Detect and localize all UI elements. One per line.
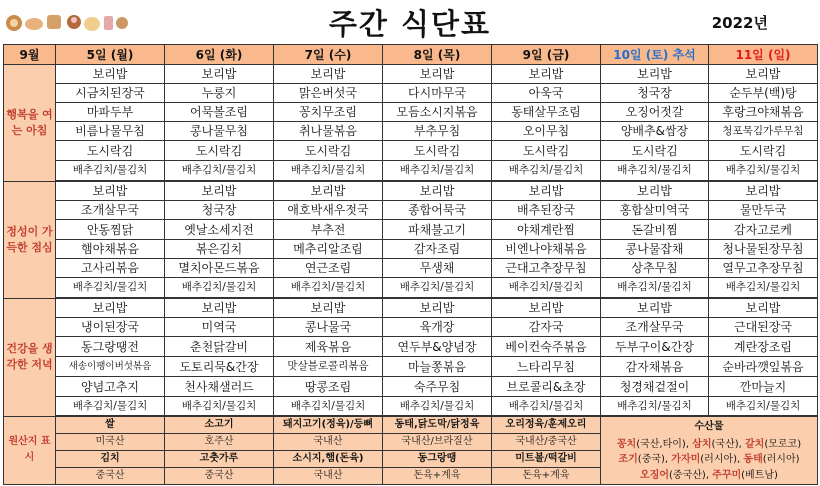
menu-row (4, 103, 818, 122)
menu-item: 보리밥 (56, 298, 165, 318)
menu-item: 청나물된장무침 (709, 240, 818, 259)
menu-item: 배추김치/물김치 (274, 161, 383, 182)
menu-item: 연두부&양념장 (383, 337, 492, 357)
menu-item: 맑은버섯국 (274, 84, 383, 103)
menu-item: 누룽지 (165, 84, 274, 103)
menu-item: 보리밥 (709, 181, 818, 201)
seafood-line (601, 437, 817, 453)
menu-item: 부추전 (274, 220, 383, 240)
seafood-part: (러시아), (700, 454, 744, 465)
menu-item: 옛날소세지전 (165, 220, 274, 240)
origin-country: 돈육+계육 (383, 468, 492, 485)
menu-item: 도시락김 (601, 141, 709, 161)
menu-item: 메추리알조림 (274, 240, 383, 259)
menu-item: 숙주무침 (383, 377, 492, 397)
menu-item: 콩나물국 (274, 318, 383, 337)
menu-row (4, 65, 818, 84)
menu-item: 배추김치/물김치 (274, 397, 383, 417)
seafood-title: 수산물 (694, 421, 724, 432)
menu-item: 감자조림 (383, 240, 492, 259)
weekly-menu-table (3, 44, 818, 485)
menu-item: 멸치아몬드볶음 (165, 259, 274, 278)
origin-country: 중국산 (165, 468, 274, 485)
menu-item: 제육볶음 (274, 337, 383, 357)
menu-item: 보리밥 (601, 181, 709, 201)
menu-item: 배추김치/물김치 (165, 161, 274, 182)
menu-item: 보리밥 (492, 65, 601, 84)
menu-item: 배추김치/물김치 (274, 278, 383, 299)
menu-row (4, 298, 818, 318)
menu-item: 보리밥 (165, 181, 274, 201)
menu-item: 도시락김 (56, 141, 165, 161)
menu-item: 시금치된장국 (56, 84, 165, 103)
menu-item: 조개살무국 (601, 318, 709, 337)
menu-item: 다시마무국 (383, 84, 492, 103)
origin-food: 소고기 (165, 416, 274, 434)
menu-item: 돈갈비찜 (601, 220, 709, 240)
menu-item: 도토리묵&간장 (165, 357, 274, 377)
origin-food: 쌀 (56, 416, 165, 434)
origin-country: 국내산/브라질산 (383, 434, 492, 451)
menu-item: 마파두부 (56, 103, 165, 122)
seafood-part: 조기 (618, 454, 638, 465)
day-header: 6일 (화) (165, 45, 274, 65)
menu-item: 보리밥 (274, 181, 383, 201)
day-header: 7일 (수) (274, 45, 383, 65)
menu-item: 보리밥 (492, 181, 601, 201)
menu-item: 조개살무국 (56, 201, 165, 220)
origin-country: 미국산 (56, 434, 165, 451)
menu-item: 배추김치/물김치 (601, 161, 709, 182)
menu-item: 느타리무침 (492, 357, 601, 377)
menu-item: 모듬소시지볶음 (383, 103, 492, 122)
menu-item: 콩나물잡채 (601, 240, 709, 259)
menu-item: 배추김치/물김치 (601, 397, 709, 417)
seafood-part: (모로코) (764, 438, 802, 450)
menu-item: 상추무침 (601, 259, 709, 278)
menu-item: 보리밥 (709, 298, 818, 318)
menu-item: 보리밥 (601, 298, 709, 318)
seafood-part: 삼치 (692, 438, 712, 450)
menu-item: 동그랑땡전 (56, 337, 165, 357)
menu-item: 꽁치무조림 (274, 103, 383, 122)
menu-item: 천사채샐러드 (165, 377, 274, 397)
menu-item: 콩나물무침 (165, 122, 274, 141)
menu-item: 배추김치/물김치 (492, 278, 601, 299)
menu-item: 배추김치/물김치 (383, 397, 492, 417)
menu-item: 양배추&쌈장 (601, 122, 709, 141)
menu-item: 파채불고기 (383, 220, 492, 240)
menu-item: 배추된장국 (492, 201, 601, 220)
menu-item: 홍합살미역국 (601, 201, 709, 220)
menu-item: 미역국 (165, 318, 274, 337)
menu-item: 보리밥 (601, 65, 709, 84)
menu-item: 배추김치/물김치 (165, 278, 274, 299)
meal-label: 행복을 여는 아침 (4, 65, 56, 182)
origin-country: 중국산 (56, 468, 165, 485)
menu-item: 비엔나야채볶음 (492, 240, 601, 259)
menu-row (4, 377, 818, 397)
seafood-part: 주꾸미 (712, 469, 742, 481)
origin-food: 동그랑땡 (383, 451, 492, 468)
menu-row (4, 357, 818, 377)
day-header: 10일 (토) 추석 (601, 45, 709, 65)
menu-item: 배추김치/물김치 (383, 278, 492, 299)
month-header: 9월 (4, 45, 56, 65)
menu-item: 맛살블로콜리볶음 (274, 357, 383, 377)
origin-country: 국내산 (274, 434, 383, 451)
menu-item: 보리밥 (165, 298, 274, 318)
menu-item: 취나물볶음 (274, 122, 383, 141)
seafood-part: 동태 (743, 454, 763, 465)
menu-item: 도시락김 (274, 141, 383, 161)
seafood-line (601, 452, 817, 468)
menu-item: 배추김치/물김치 (709, 397, 818, 417)
origin-row (4, 416, 818, 434)
menu-item: 육개장 (383, 318, 492, 337)
meal-label: 건강을 생각한 저녁 (4, 298, 56, 416)
menu-row (4, 201, 818, 220)
origin-food: 소시지,햄(돈육) (274, 451, 383, 468)
menu-row (4, 278, 818, 299)
menu-item: 오징어젓갈 (601, 103, 709, 122)
menu-item: 아욱국 (492, 84, 601, 103)
menu-item: 보리밥 (383, 65, 492, 84)
menu-item: 보리밥 (492, 298, 601, 318)
menu-item: 보리밥 (274, 298, 383, 318)
year-label: 2022년 (711, 14, 768, 32)
origin-country: 호주산 (165, 434, 274, 451)
menu-item: 마늘쫑볶음 (383, 357, 492, 377)
menu-item: 청국장 (601, 84, 709, 103)
menu-item: 고사리볶음 (56, 259, 165, 278)
menu-item: 배추김치/물김치 (601, 278, 709, 299)
header (0, 0, 820, 44)
menu-item: 청국장 (165, 201, 274, 220)
meal-label: 정성이 가득한 점심 (4, 181, 56, 298)
menu-row (4, 161, 818, 182)
page-title: 주간 식단표 (328, 7, 492, 41)
header-row (4, 45, 818, 65)
menu-item: 감자고로케 (709, 220, 818, 240)
origin-food: 오리정육/훈제오리 (492, 416, 601, 434)
menu-item: 양념고추지 (56, 377, 165, 397)
menu-row (4, 259, 818, 278)
menu-item: 배추김치/물김치 (709, 161, 818, 182)
menu-row (4, 337, 818, 357)
menu-item: 도시락김 (492, 141, 601, 161)
menu-item: 도시락김 (165, 141, 274, 161)
menu-item: 부추무침 (383, 122, 492, 141)
menu-item: 근대된장국 (709, 318, 818, 337)
menu-item: 베이컨숙주볶음 (492, 337, 601, 357)
menu-item: 보리밥 (383, 298, 492, 318)
menu-item: 배추김치/물김치 (165, 397, 274, 417)
menu-item: 춘천닭갈비 (165, 337, 274, 357)
menu-item: 배추김치/물김치 (709, 278, 818, 299)
origin-food: 돼지고기(정육)/등뼈 (274, 416, 383, 434)
menu-item: 무생채 (383, 259, 492, 278)
menu-item: 후랑크야채볶음 (709, 103, 818, 122)
menu-item: 배추김치/물김치 (56, 278, 165, 299)
menu-row (4, 122, 818, 141)
seafood-part: (중국), (637, 454, 672, 465)
menu-item: 배추김치/물김치 (492, 397, 601, 417)
origin-label: 원산지 표시 (4, 416, 56, 485)
day-header: 5일 (월) (56, 45, 165, 65)
menu-item: 브로콜리&초장 (492, 377, 601, 397)
menu-item: 두부구이&간장 (601, 337, 709, 357)
menu-item: 보리밥 (56, 181, 165, 201)
seafood-part: 꽁치 (616, 438, 637, 450)
menu-row (4, 181, 818, 201)
menu-item: 배추김치/물김치 (383, 161, 492, 182)
menu-item: 볶은김치 (165, 240, 274, 259)
menu-item: 동태살무조림 (492, 103, 601, 122)
seafood-part: (중국산), (669, 469, 713, 481)
menu-item: 열무고추장무침 (709, 259, 818, 278)
menu-row (4, 220, 818, 240)
seafood-part: (러시아) (762, 454, 800, 465)
menu-item: 도시락김 (709, 141, 818, 161)
menu-item: 도시락김 (383, 141, 492, 161)
menu-item: 배추김치/물김치 (56, 397, 165, 417)
menu-item: 감자채볶음 (601, 357, 709, 377)
menu-row (4, 397, 818, 417)
origin-food: 고춧가루 (165, 451, 274, 468)
menu-item: 근대고추장무침 (492, 259, 601, 278)
menu-item: 배추김치/물김치 (56, 161, 165, 182)
menu-item: 감자국 (492, 318, 601, 337)
menu-item: 청경채겉절이 (601, 377, 709, 397)
seafood-part: (베트남) (741, 469, 778, 481)
menu-item: 물만두국 (709, 201, 818, 220)
menu-row (4, 84, 818, 103)
menu-item: 오이무침 (492, 122, 601, 141)
seafood-line (601, 468, 817, 484)
menu-row (4, 318, 818, 337)
menu-row (4, 141, 818, 161)
menu-item: 배추김치/물김치 (492, 161, 601, 182)
menu-item: 보리밥 (165, 65, 274, 84)
menu-item: 애호박새우젓국 (274, 201, 383, 220)
menu-item: 비름나물무침 (56, 122, 165, 141)
day-header: 11일 (일) (709, 45, 818, 65)
menu-item: 냉이된장국 (56, 318, 165, 337)
menu-item: 청포묵김가루무침 (709, 122, 818, 141)
menu-row (4, 240, 818, 259)
menu-item: 새송이팽이버섯볶음 (56, 357, 165, 377)
menu-item: 깐마늘지 (709, 377, 818, 397)
menu-item: 야채계란찜 (492, 220, 601, 240)
menu-item: 순두부(백)탕 (709, 84, 818, 103)
menu-item: 안동찜닭 (56, 220, 165, 240)
menu-item: 보리밥 (709, 65, 818, 84)
menu-item: 보리밥 (56, 65, 165, 84)
origin-food: 김치 (56, 451, 165, 468)
menu-item: 순바라깻잎볶음 (709, 357, 818, 377)
seafood-part: 가자미 (671, 454, 701, 465)
menu-item: 계란장조림 (709, 337, 818, 357)
seafood-part: (국산,타이), (636, 438, 693, 450)
origin-food: 미트볼/떡갈비 (492, 451, 601, 468)
menu-item: 햄야채볶음 (56, 240, 165, 259)
origin-country: 국내산 (274, 468, 383, 485)
seafood-origin (601, 416, 818, 485)
seafood-part: (국산), (711, 438, 745, 450)
origin-country: 국내산/중국산 (492, 434, 601, 451)
menu-item: 종합어묵국 (383, 201, 492, 220)
seafood-part: 갈치 (745, 438, 765, 450)
origin-country: 돈육+계육 (492, 468, 601, 485)
day-header: 9일 (금) (492, 45, 601, 65)
seafood-part: 오징어 (640, 469, 670, 481)
origin-food: 동태,닭도막/닭정육 (383, 416, 492, 434)
menu-item: 보리밥 (383, 181, 492, 201)
menu-item: 연근조림 (274, 259, 383, 278)
menu-item: 어묵볼조림 (165, 103, 274, 122)
menu-item: 땅콩조림 (274, 377, 383, 397)
day-header: 8일 (목) (383, 45, 492, 65)
menu-item: 보리밥 (274, 65, 383, 84)
